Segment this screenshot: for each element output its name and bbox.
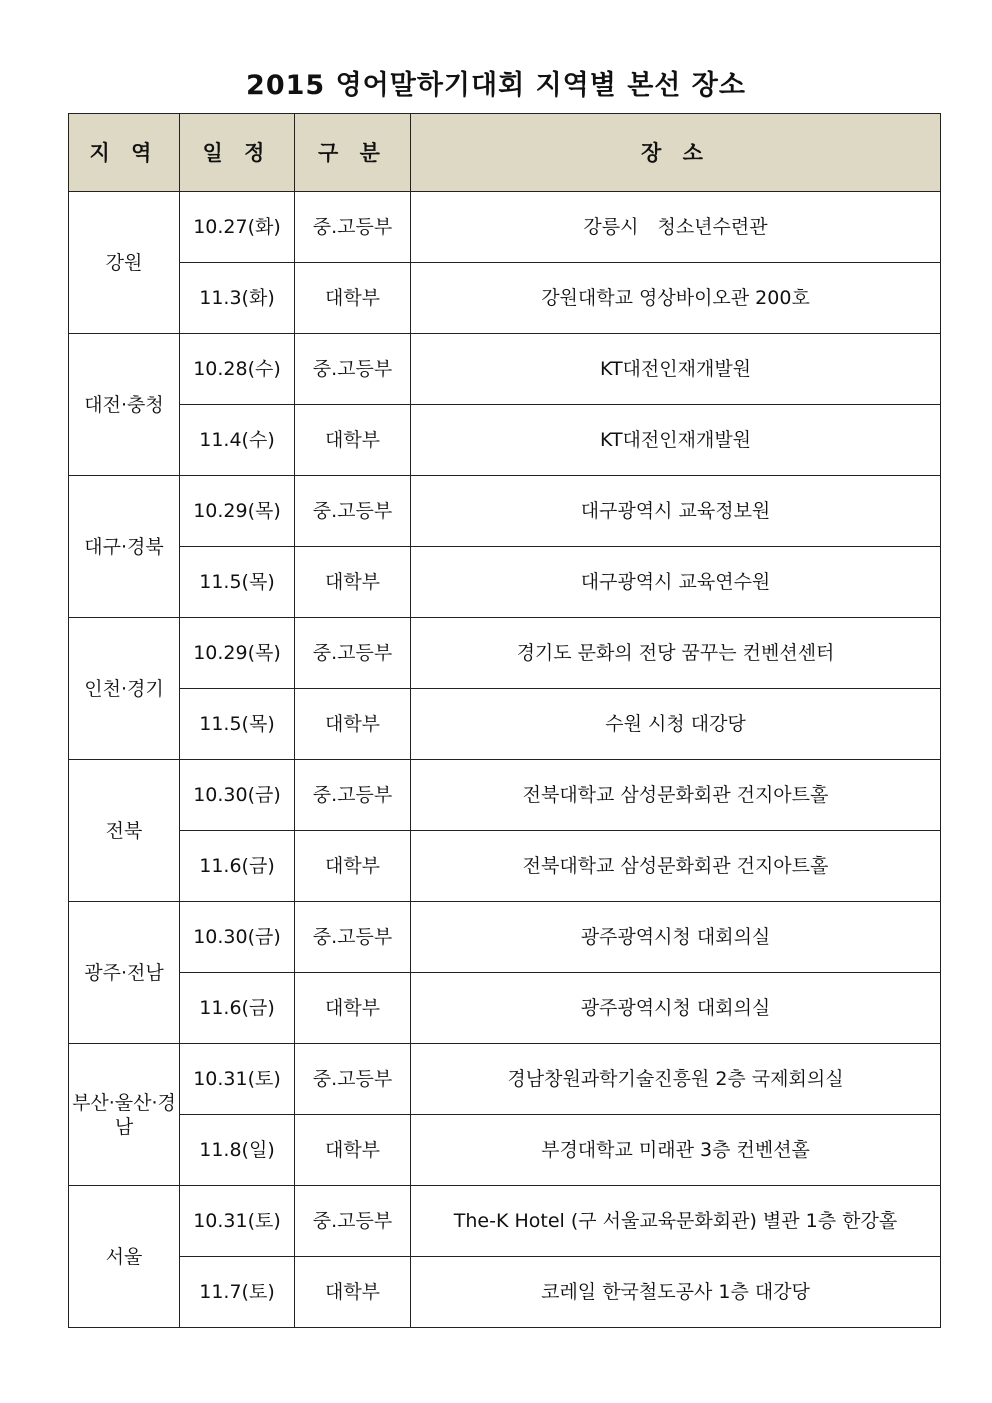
venue-cell: 경남창원과학기술진흥원 2층 국제회의실 — [411, 1044, 941, 1115]
category-cell: 중.고등부 — [295, 1044, 411, 1115]
date-cell: 10.29(목) — [180, 618, 295, 689]
venue-cell: 경기도 문화의 전당 꿈꾸는 컨벤션센터 — [411, 618, 941, 689]
table-row — [69, 1257, 941, 1328]
category-cell: 중.고등부 — [295, 476, 411, 547]
region-cell: 서울 — [69, 1186, 180, 1328]
venue-cell: 강릉시 청소년수련관 — [411, 192, 941, 263]
date-cell: 11.5(목) — [180, 547, 295, 618]
date-cell: 10.30(금) — [180, 760, 295, 831]
region-cell: 인천·경기 — [69, 618, 180, 760]
table-row — [69, 1115, 941, 1186]
venue-schedule-table — [68, 113, 941, 1328]
date-cell: 10.27(화) — [180, 192, 295, 263]
category-cell: 대학부 — [295, 1257, 411, 1328]
category-cell: 대학부 — [295, 405, 411, 476]
table-row — [69, 760, 941, 831]
date-cell: 11.4(수) — [180, 405, 295, 476]
category-cell: 대학부 — [295, 263, 411, 334]
category-cell: 대학부 — [295, 689, 411, 760]
table-row — [69, 334, 941, 405]
region-cell: 대구·경북 — [69, 476, 180, 618]
table-row — [69, 405, 941, 476]
table-row — [69, 973, 941, 1044]
table-row — [69, 831, 941, 902]
date-cell: 10.30(금) — [180, 902, 295, 973]
category-cell: 중.고등부 — [295, 902, 411, 973]
header-venue: 장 소 — [411, 114, 941, 192]
category-cell: 중.고등부 — [295, 192, 411, 263]
venue-cell: 부경대학교 미래관 3층 컨벤션홀 — [411, 1115, 941, 1186]
region-cell: 부산·울산·경남 — [69, 1044, 180, 1186]
category-cell: 중.고등부 — [295, 760, 411, 831]
page-title: 2015 영어말하기대회 지역별 본선 장소 — [246, 70, 746, 101]
category-cell: 중.고등부 — [295, 1186, 411, 1257]
table-row — [69, 902, 941, 973]
category-cell: 대학부 — [295, 831, 411, 902]
table-row — [69, 547, 941, 618]
region-cell: 전북 — [69, 760, 180, 902]
category-cell: 대학부 — [295, 1115, 411, 1186]
date-cell: 10.28(수) — [180, 334, 295, 405]
region-cell: 강원 — [69, 192, 180, 334]
date-cell: 10.31(토) — [180, 1186, 295, 1257]
date-cell: 11.6(금) — [180, 973, 295, 1044]
venue-cell: 대구광역시 교육정보원 — [411, 476, 941, 547]
table-row — [69, 476, 941, 547]
category-cell: 중.고등부 — [295, 334, 411, 405]
venue-cell: 코레일 한국철도공사 1층 대강당 — [411, 1257, 941, 1328]
venue-cell: 전북대학교 삼성문화회관 건지아트홀 — [411, 831, 941, 902]
table-row — [69, 1044, 941, 1115]
venue-cell: 수원 시청 대강당 — [411, 689, 941, 760]
header-category: 구 분 — [295, 114, 411, 192]
region-cell: 대전·충청 — [69, 334, 180, 476]
header-date: 일 정 — [180, 114, 295, 192]
venue-cell: KT대전인재개발원 — [411, 405, 941, 476]
header-region: 지 역 — [69, 114, 180, 192]
table-row — [69, 1186, 941, 1257]
date-cell: 11.5(목) — [180, 689, 295, 760]
venue-cell: The-K Hotel (구 서울교육문화회관) 별관 1층 한강홀 — [411, 1186, 941, 1257]
venue-cell: KT대전인재개발원 — [411, 334, 941, 405]
table-row — [69, 263, 941, 334]
date-cell: 11.6(금) — [180, 831, 295, 902]
header-row — [69, 114, 941, 192]
table-row — [69, 618, 941, 689]
date-cell: 11.8(일) — [180, 1115, 295, 1186]
date-cell: 11.3(화) — [180, 263, 295, 334]
table-row — [69, 192, 941, 263]
category-cell: 대학부 — [295, 973, 411, 1044]
venue-cell: 광주광역시청 대회의실 — [411, 973, 941, 1044]
venue-cell: 전북대학교 삼성문화회관 건지아트홀 — [411, 760, 941, 831]
category-cell: 중.고등부 — [295, 618, 411, 689]
date-cell: 11.7(토) — [180, 1257, 295, 1328]
table-row — [69, 689, 941, 760]
category-cell: 대학부 — [295, 547, 411, 618]
date-cell: 10.31(토) — [180, 1044, 295, 1115]
venue-cell: 광주광역시청 대회의실 — [411, 902, 941, 973]
region-cell: 광주·전남 — [69, 902, 180, 1044]
date-cell: 10.29(목) — [180, 476, 295, 547]
venue-cell: 대구광역시 교육연수원 — [411, 547, 941, 618]
venue-cell: 강원대학교 영상바이오관 200호 — [411, 263, 941, 334]
